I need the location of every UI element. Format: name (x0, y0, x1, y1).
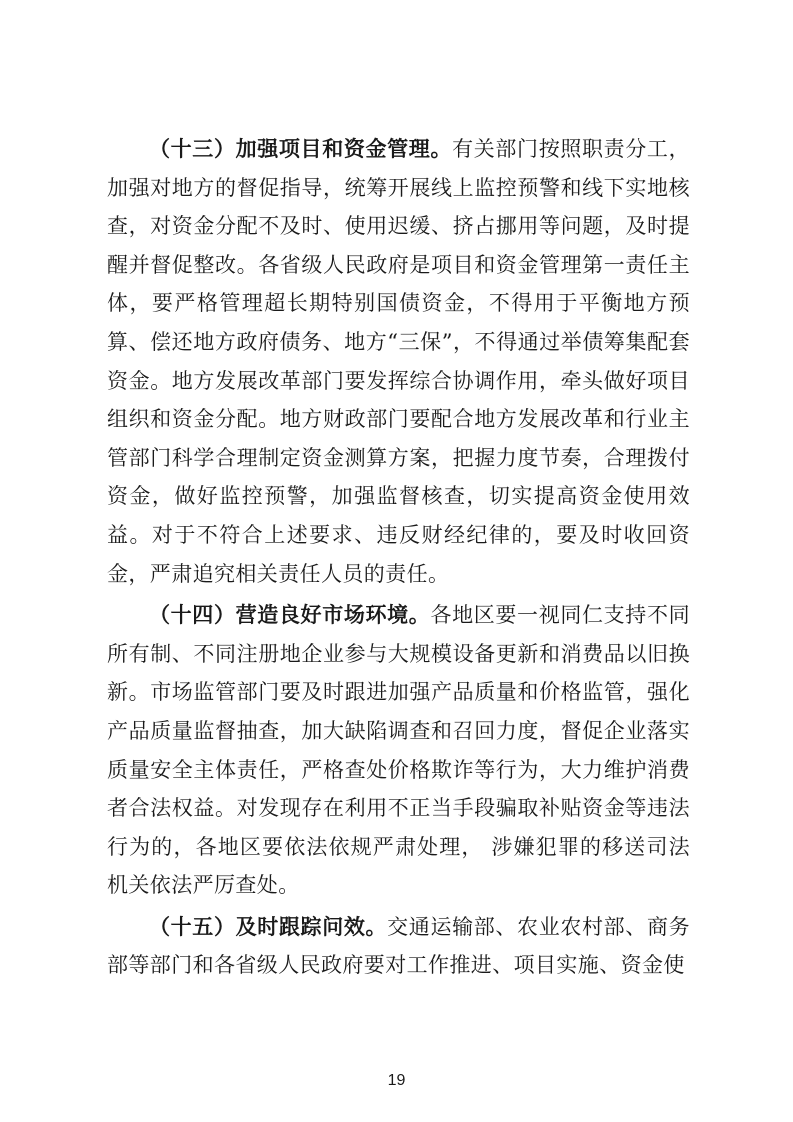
section-text-14: 各地区要一视同仁支持不同所有制、不同注册地企业参与大规模设备更新和消费品以旧换新。市场监管部门要及时跟进加强产品质量和价格监管，强化产品质量监督抽查，加大缺陷调查和召回力度，督促企业落实质量安全主体责任，严格查处价格欺诈等行为，大力维护消费者合法权益。对发现存在利用不正当手段骗取补贴资金等违法行为的，各地区要依法依规严肃处理， 涉嫌犯罪的移送司法机关依法严厉查处。 (107, 603, 690, 898)
section-heading-13: （十三）加强项目和资金管理。 (149, 137, 453, 161)
section-text-15: 交通运输部、农业农村部、商务部等部门和各省级人民政府要对工作推进、项目实施、资金使 (107, 914, 690, 978)
section-heading-15: （十五）及时跟踪问效。 (149, 914, 388, 939)
page-number: 19 (387, 1072, 406, 1089)
section-paragraph-14 (107, 596, 690, 905)
section-paragraph-13 (107, 130, 690, 593)
section-text-13: 有关部门按照职责分工，加强对地方的督促指导，统筹开展线上监控预警和线下实地核查，对资金分配不及时、使用迟缓、挤占挪用等问题，及时提醒并督促整改。各省级人民政府是项目和资金管理第一责任主体，要严格管理超长期特别国债资金，不得用于平衡地方预算、偿还地方政府债务、地方“三保”，不得通过举债筹集配套资金。地方发展改革部门要发挥综合协调作用，牵头做好项目组织和资金分配。地方财政部门要配合地方发展改革和行业主管部门科学合理制定资金测算方案，把握力度节奏，合理拨付资金，做好监控预警，加强监督核查，切实提高资金使用效益。对于不符合上述要求、违反财经纪律的，要及时收回资金，严肃追究相关责任人员的责任。 (107, 137, 690, 586)
document-body (107, 130, 690, 988)
section-paragraph-15 (107, 908, 690, 985)
section-heading-14: （十四）营造良好市场环境。 (149, 603, 431, 628)
